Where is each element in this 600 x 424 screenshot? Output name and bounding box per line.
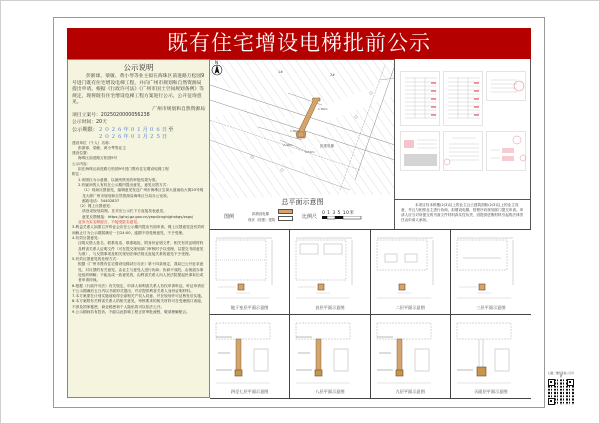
floor-caption: 首层平面示意图 (315, 304, 345, 310)
floor-plan-roof[interactable] (451, 315, 531, 400)
note-item: 6.根据《行政许可法》有关规定，申请人和利害关系人有权申请听证。听证申请应于公示期满后五日内以书面形式提出，并应提供利害关系人身份证明材料。 (72, 283, 205, 293)
floor-plan-ground[interactable] (290, 230, 370, 315)
site-plan-drawing (210, 60, 395, 200)
svg-text:2.40m: 2.40m (283, 143, 293, 147)
content-value: 拟在海珠区前进路万松园9号进门既有住宅增设电梯工程 (78, 167, 169, 172)
svg-text:1.80m: 1.80m (290, 129, 300, 133)
notice-panel (67, 59, 210, 398)
note-item: 7.本方案需在计划实施前取得全部相关产权人同意，并在规划许可证核发后实施。 (72, 294, 205, 299)
note-item-warning: 业务为实名制留言，不接受匿名意见。 (78, 220, 141, 225)
notice-heading: 公示说明 (123, 63, 154, 72)
qr-caption: 扫描二维码查看公示详情 (548, 372, 574, 378)
floor-caption: 三层平面示意图 (476, 304, 506, 310)
legend-elevator-label: 拟增设电梯 (252, 212, 269, 216)
floor-plan-3f[interactable] (451, 230, 531, 315)
svg-text:1.50m: 1.50m (305, 150, 315, 154)
building-label: 拟建电梯 (320, 144, 334, 148)
document-thumbnail[interactable] (443, 71, 483, 126)
note-item: （2）网上反馈意见： (78, 204, 114, 209)
document-thumbnail[interactable] (486, 71, 526, 101)
owner-statement: 本项目经本栋楼(2/3)以上的业主且占建筑面积(2/3)以上的业主同意，并且与相邻业主进行协商，拟增设电梯，按程序向规划部门提交申请。申请人应当对所提交的书面文件材料真实性负责，因提供虚假材料引起的法律责任由申请人承担。 (395, 199, 531, 229)
floor-caption: 二层平面示意图 (395, 304, 425, 310)
floor-plan-basement[interactable] (210, 230, 290, 315)
floor-plans-grid (210, 229, 531, 398)
notes-label: 附注： (72, 172, 84, 177)
floor-caption: 天面层平面示意图 (474, 389, 508, 394)
svg-text:1#: 1# (278, 70, 283, 74)
floor-plan-9f[interactable] (371, 315, 451, 400)
location-label: 建设位置： (72, 151, 91, 156)
note-item: 4.有效反馈意见： (72, 235, 102, 240)
notice-signature: 广州市规划和自然资源局 (152, 106, 205, 112)
legend-label: 图例 (224, 214, 235, 220)
scale-ticks: 0 1 3 5 10米 (322, 211, 355, 216)
page-title-banner (67, 28, 531, 59)
document-thumbnail[interactable] (443, 131, 483, 171)
svg-text:N: N (215, 60, 218, 65)
note-item: 邮政电话：34402837 (82, 198, 120, 203)
document-thumbnail[interactable] (400, 131, 440, 171)
qr-code-block[interactable] (547, 372, 575, 406)
floor-plan-8f[interactable] (290, 315, 370, 400)
site-plan (210, 59, 395, 229)
note-item: 根据《广州市既有住宅增设电梯试行办法》第十四条规定，我局已公开征求意见，对反馈的有关意见，由业主与意见人进行协商；协商不成的，由街道办事处组织调解；不能达成一致意见的，由利害关系人向人民法院提起民事诉讼或者申请仲裁。 (78, 262, 204, 283)
floor-caption: 四至七层平面示意图 (230, 389, 269, 394)
note-item: 注明反馈人姓名、联系电话、联系地址，附身份证明文件、相关有效证明材料及利害关系人证明文件（可在提交规划部门审核时予以受理，以提交书面意见为准），与反馈事项及相关规划法律法规无直接关系的意见不予受理。 (78, 241, 204, 256)
period-end: ２０２６年０１月２５日 (98, 133, 169, 140)
document-thumbnail[interactable] (486, 131, 526, 171)
floor-plan-4-7f[interactable] (210, 315, 290, 400)
legend-elevator-swatch (278, 209, 293, 214)
content-label: 公示内容： (72, 161, 91, 166)
svg-text:2#: 2# (330, 73, 335, 77)
scale-bar (322, 216, 362, 220)
note-item: 2.有疑问的人有权在公示期内提出意见，意见反馈方式： (78, 182, 171, 187)
note-item: 5.有效反馈意见的处理方式： (72, 257, 120, 262)
site-plan-title: 总平面示意图 (281, 198, 324, 206)
supporting-documents (395, 59, 531, 199)
floor-caption: 九层平面示意图 (395, 389, 425, 394)
location-value: 海珠区前进路万松园9号 (78, 156, 118, 161)
feedback-link[interactable]: 意见反馈链接：https://ghzj.gz.gov.cn/yepd/cxgh/ghxkgs/zxgs/ (82, 214, 194, 219)
page-title: 既有住宅增设电梯批前公示 (167, 31, 431, 55)
notice-period: 公示期限：２０２６年０１月０６日至 ２０２６年０１月２５日 (72, 126, 174, 140)
note-item: 8.本方案附有关利害关系人的相关意见，审核要求的相关材料可在受理窗口查阅，不涉及国家秘密、商业秘密和个人隐私的可以依法公开。 (72, 299, 205, 309)
notice-duration: 公示时间：20天 (72, 119, 107, 125)
floor-caption: 地下室层平面示意图 (230, 304, 269, 310)
scale-label: 比例尺 (302, 214, 318, 220)
floor-caption: 八层平面示意图 (315, 389, 345, 394)
legend-existing-label: 现状（待建）建筑 (248, 218, 276, 222)
note-item: 3.利益关系人如需召开听证会应在公示期内提出书面申请。网上反馈意见及有效时间截止日为公示期届满后一日24:00，逾期不再受理意见，不予受理。 (72, 225, 205, 235)
period-start: ２０２６年０１月０６日 (97, 126, 169, 133)
floor-plan-2f[interactable] (371, 230, 451, 315)
document-thumbnail[interactable] (400, 71, 440, 126)
note-item: （1）现场反馈意见，编辑意见发送广州市海珠区宝岗大道南仙大街20号明龙大厦广州市规划和自然资源局海珠区分局办公室收。 (82, 188, 204, 198)
note-item: 1.该图仅为示意图，以最终核发的审批结果为准。 (78, 177, 159, 182)
note-item: 请登录规划局网，在对应公示栏下方直接发表意见。 (82, 209, 167, 214)
north-arrow-icon (210, 60, 224, 76)
notice-lead: 彭浙球、梁敏、黄小琴等业主拟在海珠区前进路万松园9号进门既有住宅增设电梯工程，并向广州市规划和自然资源局提出申请。根据《行政许可法》《广州市国土空间规划条例》等规定，现将既有住宅增设电梯工程方案进行公示，公开征询意见。 (72, 74, 205, 106)
qr-code-icon[interactable] (548, 379, 574, 405)
applicant-value: 彭浙球、梁敏、黄小琴等业主 (78, 145, 126, 150)
legend-existing-swatch (278, 216, 293, 221)
applicant-label: 建设单位（个人）名称： (72, 140, 113, 145)
note-item: 9.公示期间若有投诉，不能以此影响工程正常审批流程，敬请理解配合。 (72, 310, 190, 315)
project-number: 项目立案号：2025020000056238 (72, 112, 150, 118)
svg-text:1.80m: 1.80m (318, 107, 328, 111)
